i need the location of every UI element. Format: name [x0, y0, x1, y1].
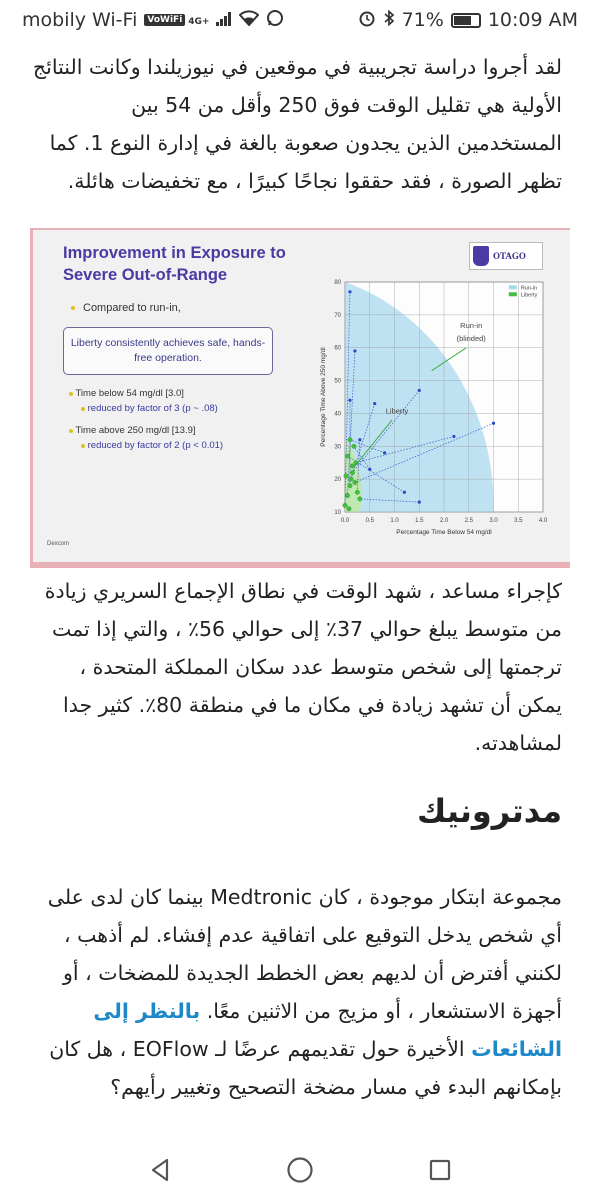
liberty-point	[344, 474, 348, 478]
alarm-icon	[358, 9, 376, 32]
paragraph-3-text-a: مجموعة ابتكار موجودة ، كان Medtronic بينما كان لدى على أي شخص يدخل التوقيع على اتفاقية عدم إفشاء. لم أذهب ، لكنني أفترض أن لديهم بعض الخطط الجديدة للمضخات ، أو أجهزة الاستشعار ، أو مزيج من الاثنين معًا.	[47, 885, 562, 1023]
run-in-point	[403, 491, 406, 494]
slide-stat-1: Time below 54 mg/dl [3.0] reduced by factor of 3 (p ~ .08)	[69, 388, 218, 414]
battery-level-fill	[454, 16, 471, 25]
y-axis-label: Percentage Time Above 250 mg/dl	[320, 347, 327, 447]
battery-percent: 71%	[401, 9, 444, 31]
run-in-point	[368, 468, 371, 471]
run-in-point	[452, 435, 455, 438]
x-axis-label: Percentage Time Below 54 mg/dl	[396, 529, 492, 536]
slide-stat-2: Time above 250 mg/dl [13.9] reduced by factor of 2 (p < 0.01)	[69, 425, 223, 451]
bluetooth-icon	[383, 9, 395, 32]
article-paragraph-1: لقد أجروا دراسة تجريبية في موقعين في نيوزيلندا وكانت النتائج الأولية هي تقليل الوقت فوق 250 وأقل من 54 بين المستخدمين الذين يجدون صعوبة بالغة في إدارة النوع 1. كما تظهر الصورة ، فقد حققوا نجاحًا كبيرًا ، مع تخفيضات هائلة.	[32, 55, 562, 193]
y-tick-label: 20	[334, 477, 341, 484]
run-in-point	[492, 422, 495, 425]
x-tick-label: 0.5	[365, 518, 374, 524]
run-in-point	[418, 389, 421, 392]
home-icon	[286, 1156, 314, 1184]
whatsapp-icon	[266, 9, 284, 32]
slide-stat-1-sub: reduced by factor of 3 (p ~ .08)	[87, 403, 218, 414]
y-tick-label: 50	[334, 378, 341, 385]
run-in-point	[418, 501, 421, 504]
clock: 10:09 AM	[487, 9, 578, 31]
liberty-point	[350, 470, 354, 474]
legend-swatch-liberty	[509, 292, 517, 296]
system-nav-bar	[0, 1140, 600, 1200]
article-paragraph-2: كإجراء مساعد ، شهد الوقت في نطاق الإجماع السريري زيادة من متوسط يبلغ حوالي 37٪ إلى حوالي 56٪ ، والتي إذا تمت ترجمتها إلى شخص متوسط عدد سكان المملكة المتحدة ، يمكن أن تشهد زيادة في مكان ما في منطقة 80٪. كثير جدا لمشاهدته.	[44, 579, 562, 755]
y-tick-label: 70	[334, 312, 341, 319]
slide-bullet-1: Compared to run-in,	[83, 302, 181, 314]
y-tick-label: 10	[334, 510, 341, 516]
article-paragraph-3	[0, 878, 600, 1106]
x-tick-label: 3.5	[514, 518, 523, 524]
x-tick-label: 2.5	[464, 518, 473, 524]
x-tick-label: 1.5	[415, 518, 424, 524]
carrier-label: mobily Wi-Fi	[22, 9, 138, 31]
x-tick-label: 0.0	[340, 518, 350, 524]
run-in-point	[348, 290, 351, 293]
annotation-run-in: Run-in	[460, 321, 483, 330]
footer-brand: Dexcom	[47, 541, 70, 547]
liberty-point	[352, 444, 356, 448]
x-tick-label: 3.0	[489, 518, 498, 524]
slide-callout: Liberty consistently achieves safe, hands-free operation.	[63, 327, 273, 375]
scatter-chart	[33, 230, 570, 562]
home-button[interactable]	[280, 1150, 320, 1190]
legend-swatch-run-in	[509, 285, 517, 289]
vowifi-badge: VoWiFi	[144, 14, 185, 26]
liberty-point	[349, 477, 353, 481]
recents-button[interactable]	[420, 1150, 460, 1190]
article-body[interactable]	[0, 40, 600, 1140]
liberty-point	[348, 484, 352, 488]
liberty-point	[358, 497, 362, 501]
section-heading: مدترونيك	[417, 792, 562, 830]
paragraph-3-text-b: الأخيرة حول تقديمهم عرضًا لـ EOFlow ، هل كان بإمكانهم البدء في مسار مضخة التصحيح وتغيير رأيهم؟	[49, 1037, 562, 1099]
battery-icon	[451, 13, 481, 28]
y-tick-label: 80	[334, 280, 341, 286]
y-tick-label: 30	[334, 444, 341, 451]
presentation-slide	[33, 230, 570, 562]
liberty-point	[347, 507, 351, 511]
y-tick-label: 60	[334, 345, 341, 352]
liberty-point	[348, 438, 352, 442]
recents-icon	[428, 1158, 452, 1182]
legend-label-liberty: Liberty	[520, 292, 538, 299]
x-tick-label: 2.0	[439, 518, 449, 524]
network-type: 4G+	[188, 16, 210, 27]
run-in-point	[373, 402, 376, 405]
slide-stat-2-sub: reduced by factor of 2 (p < 0.01)	[87, 440, 224, 451]
liberty-point	[350, 464, 354, 468]
slide-title-line-2: Severe Out-of-Range	[63, 266, 228, 284]
liberty-point	[343, 503, 347, 507]
legend-label-run-in: Run-in	[520, 285, 538, 292]
liberty-point	[345, 493, 349, 497]
annotation-liberty: Liberty	[385, 406, 409, 416]
back-icon	[149, 1158, 171, 1182]
liberty-point	[345, 454, 349, 458]
signal-icon	[216, 9, 232, 31]
run-in-point	[358, 438, 361, 441]
liberty-point	[355, 490, 359, 494]
run-in-point	[383, 451, 386, 454]
x-tick-label: 1.0	[390, 518, 399, 524]
slide-title-line-1: Improvement in Exposure to	[63, 244, 286, 262]
logo-text: OTAGO	[493, 251, 526, 261]
back-button[interactable]	[140, 1150, 180, 1190]
article-image[interactable]	[30, 228, 570, 568]
liberty-point	[353, 480, 357, 484]
status-bar	[0, 0, 600, 40]
rumors-link[interactable]: بالنظر إلى الشائعات	[93, 999, 562, 1061]
annotation-run-in-2: (blinded)	[456, 334, 486, 344]
run-in-point	[348, 399, 351, 402]
x-tick-label: 4.0	[538, 518, 548, 524]
wifi-icon	[239, 9, 259, 31]
y-tick-label: 40	[334, 411, 341, 418]
run-in-point	[353, 349, 356, 352]
